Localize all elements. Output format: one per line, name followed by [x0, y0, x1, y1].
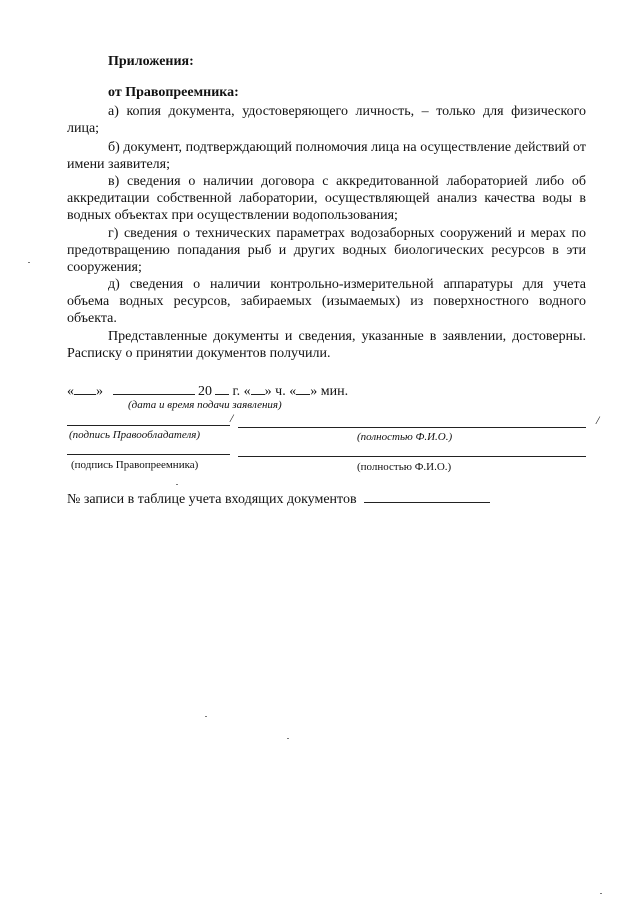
year-prefix: 20	[198, 384, 212, 399]
scan-speck	[176, 484, 178, 485]
from-successor-heading: от Правопреемника:	[108, 85, 239, 100]
scan-speck	[205, 716, 207, 717]
minute-close-quote: »	[310, 384, 318, 399]
item-a: а) копия документа, удостоверяющего личность, – только для физического лица;	[67, 104, 586, 136]
hour-suffix: ч.	[275, 384, 286, 399]
record-number-line	[67, 489, 490, 508]
hour-open-quote: «	[243, 384, 251, 399]
item-d: д) сведения о наличии контрольно-измерительной аппаратуры для учета объема водных ресурсов, забираемых (изымаемых) из поверхностного водного объекта.	[67, 277, 586, 326]
record-number-blank[interactable]	[364, 489, 490, 503]
year-suffix: г.	[232, 384, 241, 399]
successor-signature-line[interactable]	[67, 454, 230, 455]
successor-name-line[interactable]	[238, 456, 586, 457]
rightholder-name-caption: (полностью Ф.И.О.)	[357, 431, 453, 443]
rightholder-signature-line[interactable]	[67, 425, 230, 426]
rightholder-end-separator: /	[596, 413, 600, 427]
hour-close-quote: »	[264, 384, 272, 399]
hour-blank[interactable]	[251, 381, 265, 395]
date-caption: (дата и время подачи заявления)	[128, 399, 282, 411]
successor-signature-caption: (подпись Правопреемника)	[71, 459, 199, 471]
open-quote: «	[67, 384, 74, 399]
close-quote: »	[96, 384, 103, 399]
minute-suffix: мин.	[320, 384, 349, 399]
submission-date-line	[67, 381, 348, 400]
scan-speck	[28, 262, 30, 263]
minute-open-quote: «	[289, 384, 297, 399]
item-g: г) сведения о технических параметрах водозаборных сооружений и мерах по предотвращению попадания рыб и других водных биологических ресурсов в эти сооружения;	[67, 226, 586, 275]
minute-blank[interactable]	[296, 381, 310, 395]
successor-name-caption: (полностью Ф.И.О.)	[357, 461, 452, 473]
item-v: в) сведения о наличии договора с аккредитованной лабораторией либо об аккредитации собственной лаборатории, осуществляющей анализ качества воды в водных объектах при осуществлении водопользования;	[67, 174, 586, 223]
closing-statement: Представленные документы и сведения, указанные в заявлении, достоверны. Расписку о принятии документов получили.	[67, 329, 586, 361]
record-label: № записи в таблице учета входящих документов	[67, 492, 357, 507]
scan-speck	[287, 738, 289, 739]
year-blank[interactable]	[215, 381, 229, 395]
scan-speck	[600, 893, 602, 894]
day-blank[interactable]	[74, 381, 96, 395]
rightholder-separator: /	[230, 411, 234, 425]
appendix-heading: Приложения:	[108, 54, 194, 69]
rightholder-signature-caption: (подпись Правообладателя)	[69, 429, 201, 441]
item-b: б) документ, подтверждающий полномочия лица на осуществление действий от имени заявителя;	[67, 140, 586, 172]
rightholder-name-line[interactable]	[238, 427, 586, 428]
month-blank[interactable]	[113, 381, 195, 395]
